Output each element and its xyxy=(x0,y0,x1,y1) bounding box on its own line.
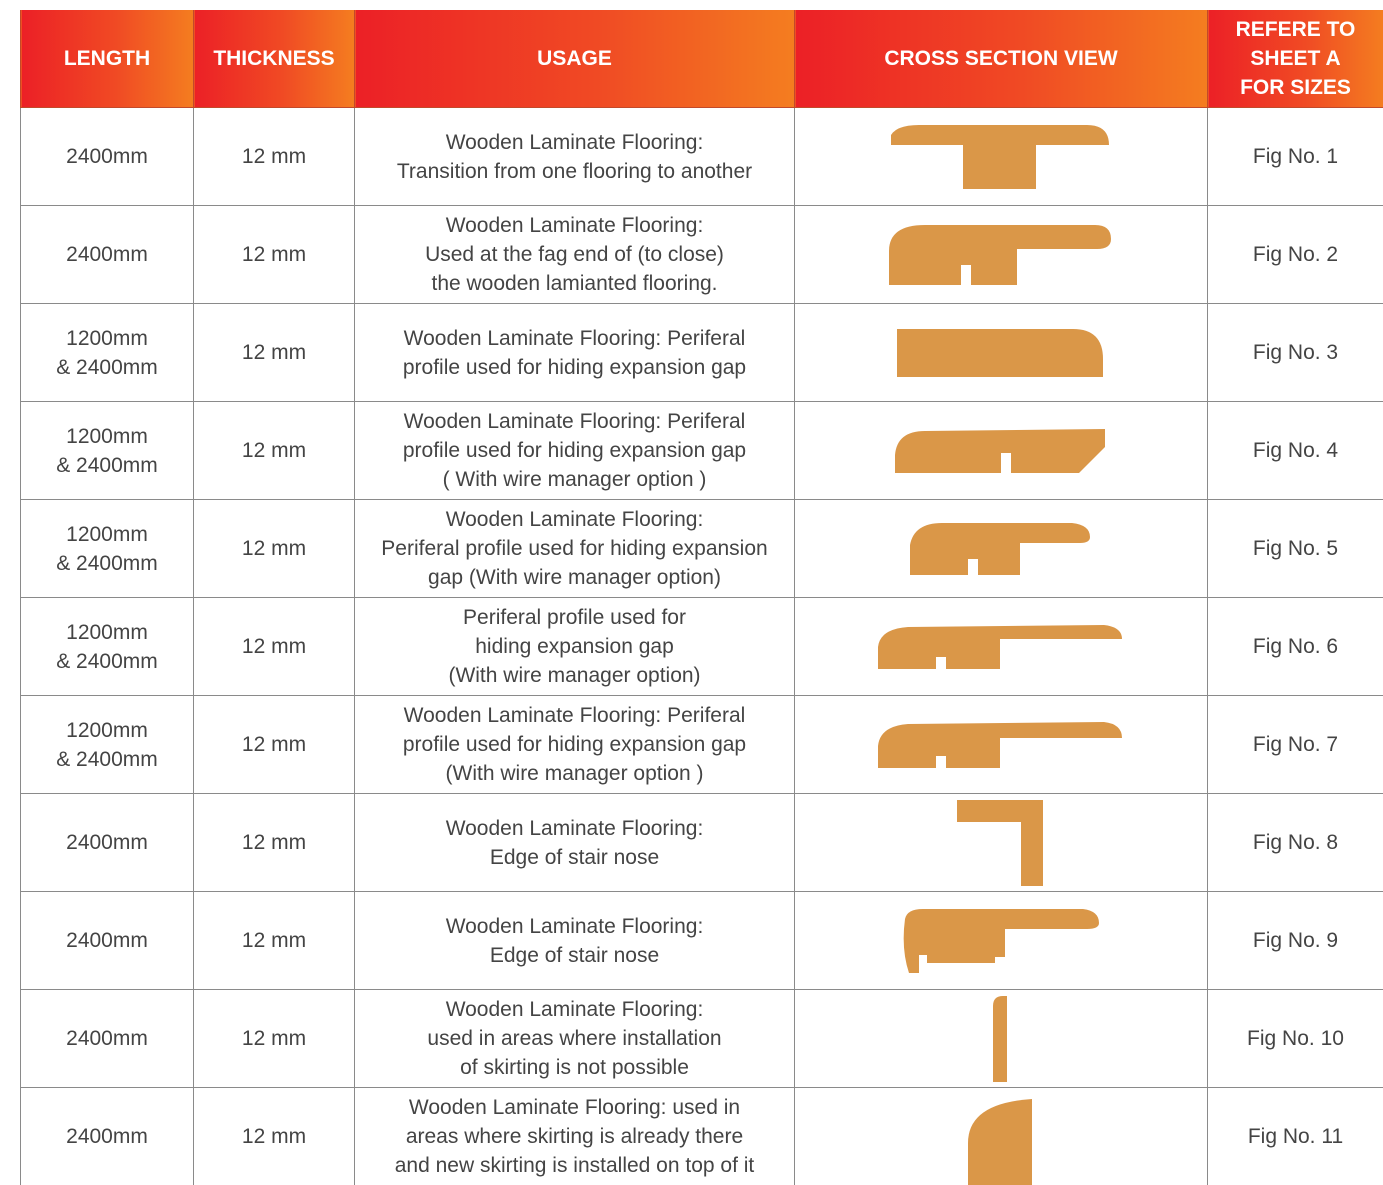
figure-cell: Fig No. 3 xyxy=(1208,304,1383,402)
length-line: & 2400mm xyxy=(56,551,158,575)
usage-line: Wooden Laminate Flooring: Periferal xyxy=(403,410,746,433)
long-step-profile-icon xyxy=(878,722,1124,768)
length-cell xyxy=(21,990,194,1088)
figure-cell: Fig No. 9 xyxy=(1208,892,1383,990)
usage-line: gap (With wire manager option) xyxy=(428,566,721,589)
cross-section-cell xyxy=(795,206,1208,304)
length-cell xyxy=(21,304,194,402)
table-row xyxy=(21,108,1383,206)
cross-section-cell xyxy=(795,1088,1208,1185)
usage-cell xyxy=(355,402,795,500)
header-cross-section: CROSS SECTION VIEW xyxy=(795,10,1208,108)
length-line: 1200mm xyxy=(66,718,148,742)
usage-line: ( With wire manager option ) xyxy=(442,468,707,491)
length-line: 1200mm xyxy=(66,522,148,546)
usage-cell xyxy=(355,696,795,794)
usage-line: Periferal profile used for xyxy=(463,606,686,629)
usage-line: Wooden Laminate Flooring: used in xyxy=(408,1096,741,1119)
table-row xyxy=(21,402,1383,500)
cross-section-cell xyxy=(795,696,1208,794)
table-body xyxy=(21,108,1383,1185)
table-row xyxy=(21,304,1383,402)
thickness-cell: 12 mm xyxy=(194,794,355,892)
table-row xyxy=(21,990,1383,1088)
short-step-profile-icon xyxy=(910,523,1092,575)
figure-cell: Fig No. 1 xyxy=(1208,108,1383,206)
usage-line: Wooden Laminate Flooring: xyxy=(445,914,704,938)
usage-line: Wooden Laminate Flooring: xyxy=(445,214,704,237)
usage-line: (With wire manager option ) xyxy=(445,762,704,785)
cross-section-cell xyxy=(795,304,1208,402)
header-refer-line: SHEET A xyxy=(1250,47,1341,70)
length-line: 1200mm xyxy=(66,424,148,448)
l-angle-profile-icon xyxy=(957,800,1045,886)
length-line: & 2400mm xyxy=(56,453,158,477)
cross-section-cell xyxy=(795,108,1208,206)
usage-line: Transition from one flooring to another xyxy=(396,159,753,183)
usage-line: used in areas where installation xyxy=(427,1027,722,1050)
profile-spec-table xyxy=(20,10,1383,1185)
usage-line: Periferal profile used for hiding expansion xyxy=(381,537,768,560)
length-line: 2400mm xyxy=(66,145,148,168)
thickness-cell: 12 mm xyxy=(194,696,355,794)
length-line: 2400mm xyxy=(66,929,148,952)
table-row xyxy=(21,598,1383,696)
length-line: 2400mm xyxy=(66,243,148,266)
length-cell xyxy=(21,598,194,696)
usage-cell xyxy=(355,1088,795,1185)
table-row xyxy=(21,696,1383,794)
usage-line: areas where skirting is already there xyxy=(405,1125,744,1148)
length-line: & 2400mm xyxy=(56,747,158,771)
usage-line: Wooden Laminate Flooring: xyxy=(445,816,704,840)
figure-cell: Fig No. 10 xyxy=(1208,990,1383,1088)
usage-line: Wooden Laminate Flooring: Periferal xyxy=(403,704,746,727)
length-cell xyxy=(21,794,194,892)
thickness-cell: 12 mm xyxy=(194,402,355,500)
header-thickness: THICKNESS xyxy=(194,10,355,108)
thickness-cell: 12 mm xyxy=(194,990,355,1088)
length-cell xyxy=(21,500,194,598)
usage-line: Wooden Laminate Flooring: xyxy=(445,508,704,531)
stair-nose-profile-icon xyxy=(901,909,1101,973)
header-refer-line: FOR SIZES xyxy=(1240,76,1351,99)
length-cell xyxy=(21,108,194,206)
figure-cell: Fig No. 11 xyxy=(1208,1088,1383,1185)
quarter-round-profile-icon xyxy=(968,1099,1034,1185)
usage-cell xyxy=(355,500,795,598)
usage-cell xyxy=(355,598,795,696)
usage-line: profile used for hiding expansion gap xyxy=(402,733,747,756)
usage-line: Edge of stair nose xyxy=(489,943,660,967)
cross-section-cell xyxy=(795,990,1208,1088)
t-molding-profile-icon xyxy=(891,125,1111,189)
header-usage: USAGE xyxy=(355,10,795,108)
length-line: & 2400mm xyxy=(56,355,158,379)
table-header xyxy=(21,10,1383,108)
thickness-cell: 12 mm xyxy=(194,892,355,990)
length-cell xyxy=(21,1088,194,1185)
cross-section-cell xyxy=(795,598,1208,696)
figure-cell: Fig No. 8 xyxy=(1208,794,1383,892)
length-line: & 2400mm xyxy=(56,649,158,673)
usage-cell xyxy=(355,794,795,892)
figure-cell: Fig No. 7 xyxy=(1208,696,1383,794)
header-length: LENGTH xyxy=(21,10,194,108)
cross-section-cell xyxy=(795,500,1208,598)
length-cell xyxy=(21,696,194,794)
usage-line: Edge of stair nose xyxy=(489,845,660,869)
cross-section-cell xyxy=(795,892,1208,990)
thickness-cell: 12 mm xyxy=(194,206,355,304)
end-cap-profile-icon xyxy=(889,225,1113,285)
usage-cell xyxy=(355,304,795,402)
usage-line: profile used for hiding expansion gap xyxy=(402,355,747,379)
cross-section-cell xyxy=(795,794,1208,892)
length-cell xyxy=(21,206,194,304)
usage-cell xyxy=(355,108,795,206)
usage-line: of skirting is not possible xyxy=(460,1056,689,1079)
table-row xyxy=(21,794,1383,892)
length-line: 1200mm xyxy=(66,326,148,350)
usage-cell xyxy=(355,892,795,990)
length-line: 2400mm xyxy=(66,831,148,854)
flat-bullnose-profile-icon xyxy=(897,329,1105,377)
usage-line: and new skirting is installed on top of it xyxy=(394,1154,755,1177)
thickness-cell: 12 mm xyxy=(194,108,355,206)
figure-cell: Fig No. 4 xyxy=(1208,402,1383,500)
usage-line: Wooden Laminate Flooring: Periferal xyxy=(403,326,746,350)
bevel-with-slot-profile-icon xyxy=(895,429,1107,473)
figure-cell: Fig No. 2 xyxy=(1208,206,1383,304)
thickness-cell: 12 mm xyxy=(194,500,355,598)
usage-line: profile used for hiding expansion gap xyxy=(402,439,747,462)
thickness-cell: 12 mm xyxy=(194,1088,355,1185)
long-step-profile-icon xyxy=(878,625,1124,669)
usage-line: Used at the fag end of (to close) xyxy=(425,243,724,266)
usage-line: Wooden Laminate Flooring: xyxy=(445,998,704,1021)
usage-cell xyxy=(355,206,795,304)
usage-line: hiding expansion gap xyxy=(475,635,674,658)
figure-cell: Fig No. 6 xyxy=(1208,598,1383,696)
table-row xyxy=(21,206,1383,304)
usage-cell xyxy=(355,990,795,1088)
length-line: 2400mm xyxy=(66,1027,148,1050)
length-line: 1200mm xyxy=(66,620,148,644)
figure-cell: Fig No. 5 xyxy=(1208,500,1383,598)
thickness-cell: 12 mm xyxy=(194,598,355,696)
thin-strip-profile-icon xyxy=(993,996,1009,1082)
table-row xyxy=(21,500,1383,598)
cross-section-cell xyxy=(795,402,1208,500)
thickness-cell: 12 mm xyxy=(194,304,355,402)
header-refer xyxy=(1208,10,1383,108)
length-line: 2400mm xyxy=(66,1125,148,1148)
length-cell xyxy=(21,892,194,990)
length-cell xyxy=(21,402,194,500)
usage-line: Wooden Laminate Flooring: xyxy=(445,130,704,154)
usage-line: the wooden lamianted flooring. xyxy=(431,272,718,295)
header-refer-line: REFERE TO xyxy=(1235,18,1356,41)
usage-line: (With wire manager option) xyxy=(448,664,701,687)
table-row xyxy=(21,892,1383,990)
table-row xyxy=(21,1088,1383,1185)
